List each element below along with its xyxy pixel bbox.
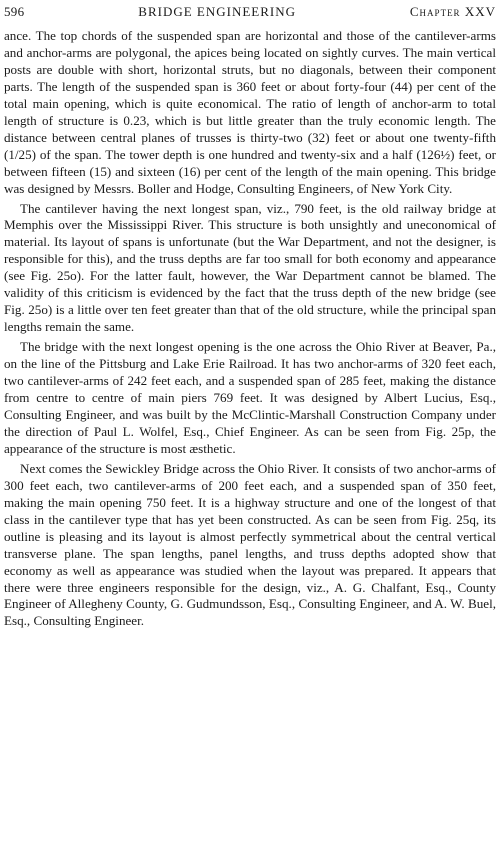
page-number: 596 [4, 4, 25, 19]
running-head [4, 4, 496, 24]
body-text [4, 28, 496, 630]
chapter-label: Chapter XXV [409, 4, 496, 19]
paragraph-memphis-bridge: The cantilever having the next longest span, viz., 790 feet, is the old railway bridge at Memphis over the Mississippi River. This structure is both unsightly and uneconomical of material. Its layout of spans is unfortunate (but the War Department, and not the designer, is responsible for this), and the truss depths are far too small for both economy and appearance (see Fig. 25o). For the latter fault, however, the War Department cannot be blamed. The validity of this criticism is evidenced by the fact that the truss depth of the new bridge (see Fig. 25o) is a little over ten feet greater than that of the old structure, while the principal span lengths remain the same. [4, 200, 496, 335]
paragraph-beaver-bridge: The bridge with the next longest opening is the one across the Ohio River at Beaver, Pa., on the line of the Pittsburg and Lake Erie Railroad. It has two anchor-arms of 320 feet each, two cantilever-arms of 242 feet each, and a suspended span of 285 feet, making the distance from centre to centre of main piers 769 feet. It was designed by Albert Lucius, Esq., Consulting Engineer, and was built by the McClintic-Marshall Construction Company under the direction of Paul L. Wolfel, Esq., Chief Engineer. As can be seen from Fig. 25p, the appearance of the structure is most æsthetic. [4, 339, 496, 456]
paragraph-sewickley-bridge: Next comes the Sewickley Bridge across the Ohio River. It consists of two anchor-arms of 300 feet each, two cantilever-arms of 200 feet each, and a suspended span of 350 feet, making the main opening 750 feet. It is a highway structure and one of the longest of that class in the cantilever type that has yet been constructed. As can be seen from Fig. 25q, its outline is pleasing and its layout is almost perfectly symmetrical about the central vertical transverse plane. The span lengths, panel lengths, and truss depths adopted show that economy as well as appearance was studied when the layout was prepared. It appears that there were three engineers responsible for the design, viz., A. G. Chalfant, Esq., County Engineer of Allegheny County, G. Gudmundsson, Esq., Consulting Engineer, and A. W. Buel, Esq., Consulting Engineer. [4, 460, 496, 629]
paragraph-continued: ance. The top chords of the suspended span are horizontal and those of the cantilever-arms and anchor-arms are polygonal, the apices being located on sightly curves. The main vertical posts are double with short, horizontal struts, but no diagonals, between their component parts. The length of the suspended span is 360 feet or about forty-four (44) per cent of the total main opening, which is quite economical. The ratio of length of anchor-arm to total length of structure is 0.23, which is but little greater than the truly economic length. The distance between central planes of trusses is thirty-two (32) feet or about one twenty-fifth (1/25) of the span. The tower depth is one hundred and twenty-six and a half (126½) feet, or between fifteen (15) and sixteen (16) per cent of the length of the main opening. This bridge was designed by Messrs. Boller and Hodge, Consulting Engineers, of New York City. [4, 28, 496, 196]
running-title: BRIDGE ENGINEERING [138, 4, 297, 19]
